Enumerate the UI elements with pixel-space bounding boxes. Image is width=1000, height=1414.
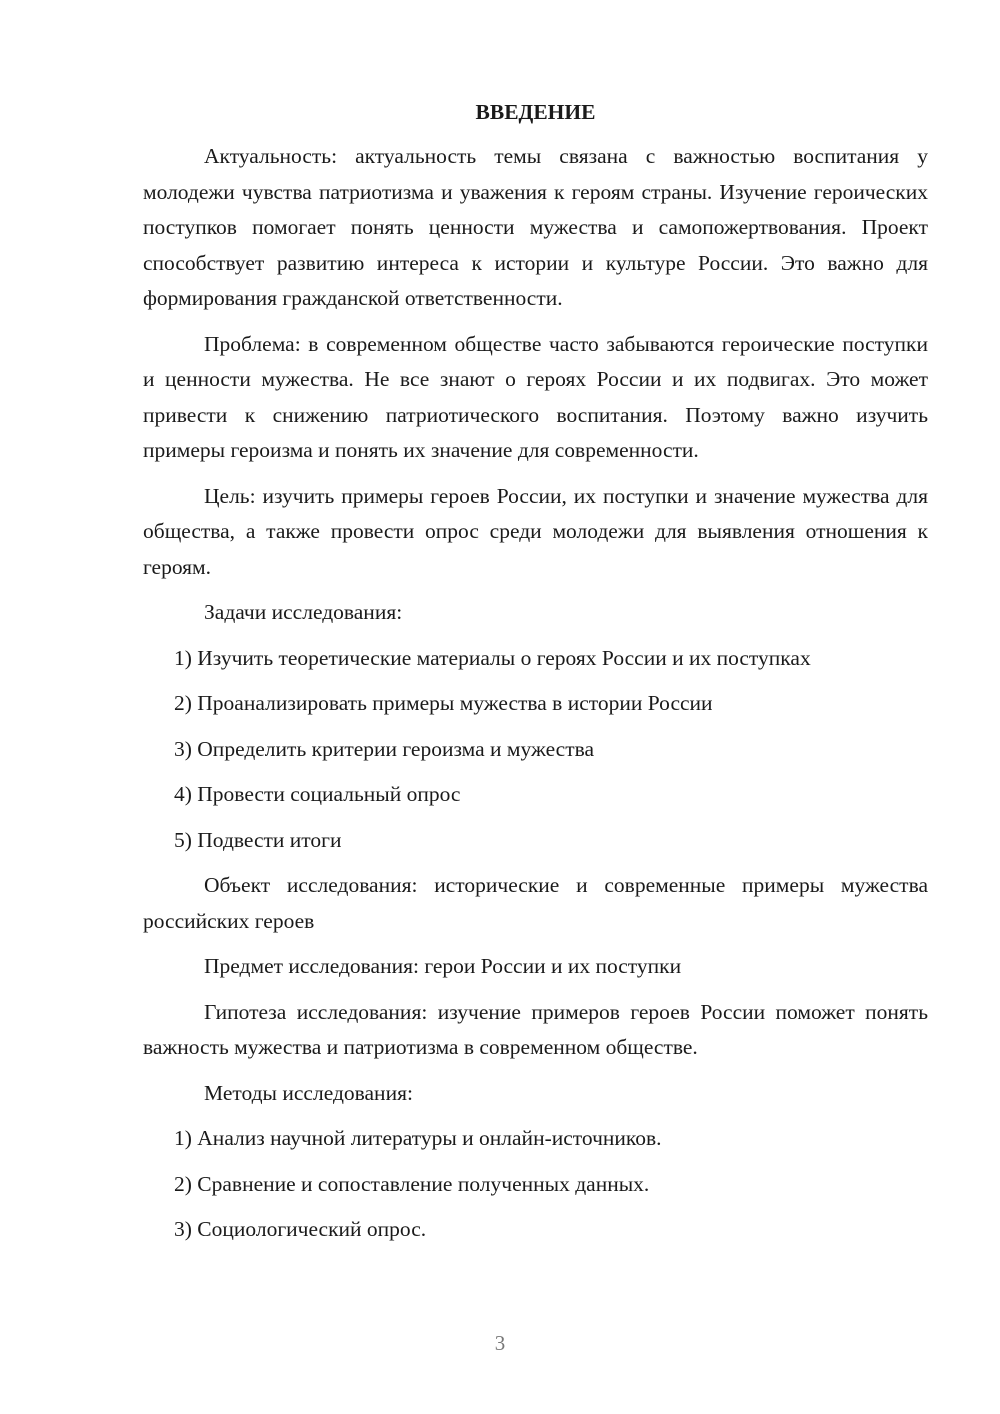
list-item: 4) Провести социальный опрос [174, 782, 461, 806]
relevance-paragraph: Актуальность: актуальность темы связана с важностью воспитания у молодежи чувства патриотизма и уважения к героям страны. Изучение героических поступков помогает понять ценности мужества и самопожертвования. Проект способствует развитию интереса к истории и культуре России. Это важно для формирования гражданской ответственности. [143, 144, 928, 310]
list-item: 3) Социологический опрос. [174, 1217, 427, 1241]
list-item: 1) Изучить теоретические материалы о героях России и их поступках [174, 645, 811, 670]
methods-list [143, 1121, 928, 1248]
tasks-heading: Задачи исследования: [204, 600, 403, 624]
list-item: 2) Проанализировать примеры мужества в истории России [174, 691, 713, 715]
page-number: 3 [494, 1331, 506, 1355]
document-page [143, 96, 928, 1248]
methods-heading: Методы исследования: [204, 1080, 413, 1105]
tasks-list [143, 641, 928, 859]
list-item: 1) Анализ научной литературы и онлайн-источников. [174, 1126, 662, 1150]
list-item: 5) Подвести итоги [174, 827, 342, 852]
problem-paragraph: Проблема: в современном обществе часто забываются героические поступки и ценности мужества. Не все знают о героях России и их подвигах. Это может привести к снижению патриотического воспитания. Поэтому важно изучить примеры героизма и понять их значение для современности. [143, 331, 928, 462]
goal-paragraph: Цель: изучить примеры героев России, их поступки и значение мужества для общества, а также провести опрос среди молодежи для выявления отношения к героям. [143, 483, 928, 579]
page-title: ВВЕДЕНИЕ [475, 100, 596, 124]
list-item: 2) Сравнение и сопоставление полученных данных. [174, 1171, 650, 1196]
subject-paragraph: Предмет исследования: герои России и их поступки [204, 954, 682, 978]
list-item: 3) Определить критерии героизма и мужества [174, 736, 594, 761]
hypothesis-paragraph: Гипотеза исследования: изучение примеров героев России поможет понять важность мужества и патриотизма в современном обществе. [143, 999, 928, 1059]
object-paragraph: Объект исследования: исторические и современные примеры мужества российских героев [143, 873, 928, 933]
